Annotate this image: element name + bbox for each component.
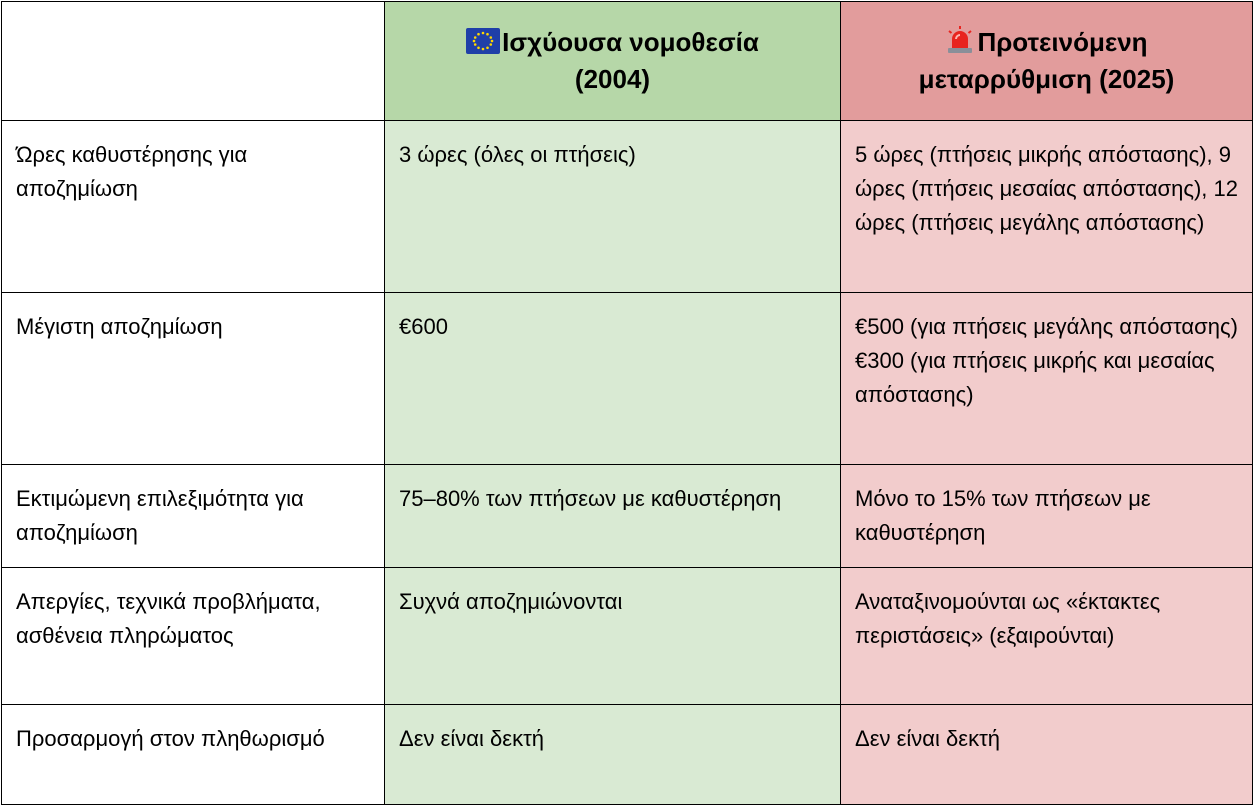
header-current-law — [385, 2, 841, 121]
header-proposed-title-line2: μεταρρύθμιση (2025) — [918, 64, 1175, 94]
row-current-value: €600 — [385, 293, 841, 465]
row-current-value: Δεν είναι δεκτή — [385, 705, 841, 805]
comparison-table — [1, 1, 1253, 805]
table-row — [2, 465, 1253, 568]
row-proposed-value-line1: €500 (για πτήσεις μεγάλης απόστασης) — [855, 314, 1238, 339]
row-proposed-value — [841, 293, 1253, 465]
table-row — [2, 705, 1253, 805]
table-row — [2, 121, 1253, 293]
row-current-value: 3 ώρες (όλες οι πτήσεις) — [385, 121, 841, 293]
header-proposed-title-line1: Προτεινόμενη — [977, 27, 1148, 57]
row-proposed-value: Μόνο το 15% των πτήσεων με καθυστέρηση — [841, 465, 1253, 568]
header-row — [2, 2, 1253, 121]
eu-flag-icon — [466, 28, 500, 54]
row-proposed-value: Αναταξινομούνται ως «έκτακτες περιστάσεις» (εξαιρούνται) — [841, 568, 1253, 705]
row-proposed-value: Δεν είναι δεκτή — [841, 705, 1253, 805]
header-current-title-line2: (2004) — [574, 64, 651, 94]
row-label: Εκτιμώμενη επιλεξιμότητα για αποζημίωση — [2, 465, 385, 568]
row-current-value: 75–80% των πτήσεων με καθυστέρηση — [385, 465, 841, 568]
header-current-title-line1: Ισχύουσα νομοθεσία — [502, 27, 759, 57]
row-label: Προσαρμογή στον πληθωρισμό — [2, 705, 385, 805]
header-proposed-reform — [841, 2, 1253, 121]
row-label: Απεργίες, τεχνικά προβλήματα, ασθένεια πληρώματος — [2, 568, 385, 705]
police-siren-icon — [945, 25, 975, 55]
row-proposed-value: 5 ώρες (πτήσεις μικρής απόστασης), 9 ώρες (πτήσεις μεσαίας απόστασης), 12 ώρες (πτήσεις μεγάλης απόστασης) — [841, 121, 1253, 293]
header-empty-cell — [2, 2, 385, 121]
table-row — [2, 568, 1253, 705]
row-label: Ώρες καθυστέρησης για αποζημίωση — [2, 121, 385, 293]
row-current-value: Συχνά αποζημιώνονται — [385, 568, 841, 705]
row-label: Μέγιστη αποζημίωση — [2, 293, 385, 465]
row-proposed-value-line2: €300 (για πτήσεις μικρής και μεσαίας απόστασης) — [855, 348, 1215, 407]
table-row — [2, 293, 1253, 465]
